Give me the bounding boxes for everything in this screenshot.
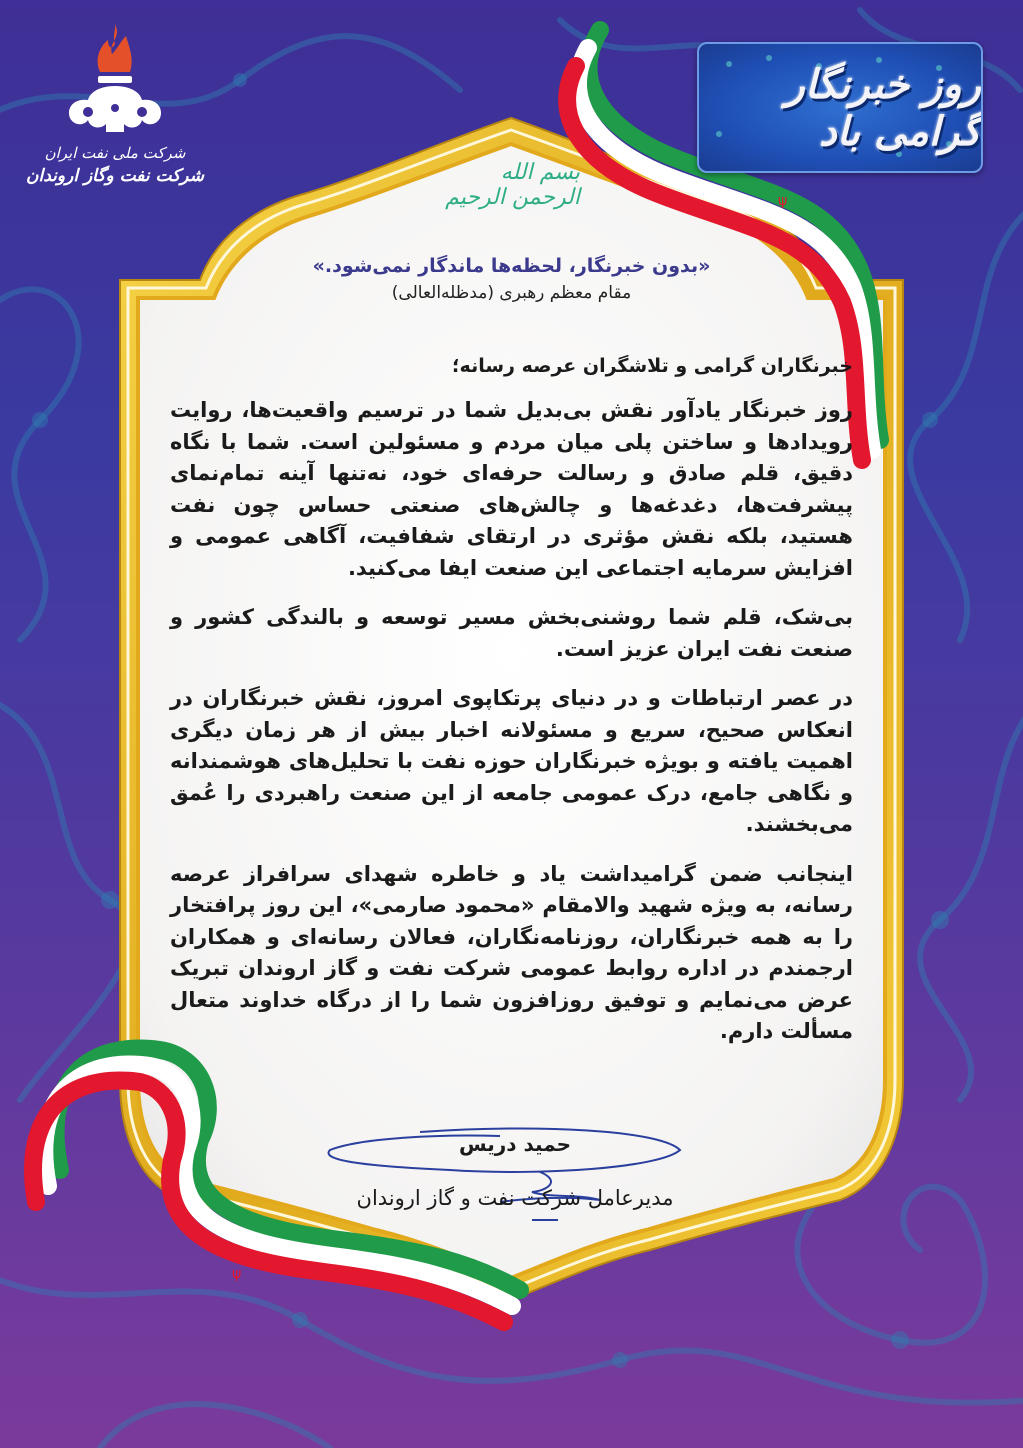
letter-paragraph-1: روز خبرنگار یادآور نقش بی‌بدیل شما در ترسیم واقعیت‌ها، روایت رویدادها و ساختن پلی میان مردم و مسئولین است. شما با نگاه دقیق، قلم صادق و رسالت حرفه‌ای خود، نه‌تنها آینه تمام‌نمای پیشرفت‌ها، دغدغه‌ها و چالش‌های صنعتی حساس چون نفت هستید، بلکه نقش مؤثری در ارتقای شفافیت، آگاهی عمومی و افزایش سرمایه اجتماعی این صنعت ایفا می‌کنید. <box>170 398 853 580</box>
badge-title: روز خبرنگار گرامی باد <box>785 60 981 155</box>
signer-title: مدیرعامل شرکت نفت و گاز اروندان <box>356 1186 674 1210</box>
letter-content <box>170 255 853 1048</box>
letter-paragraph-3: در عصر ارتباطات و در دنیای پرتکاپوی امروز، نقش خبرنگاران در انعکاس صحیح، سریع و مسئولانه اخبار بیش از هر زمان دیگری اهمیت یافته و بویژه خبرنگاران حوزه نفت با تحلیل‌های هوشمندانه و نگاهی جامع، درک عمومی جامعه از این صنعت راهبردی را عُمق می‌بخشند. <box>170 686 853 836</box>
company-logo <box>20 20 210 215</box>
signature-block <box>300 1120 730 1230</box>
logo-line-1: شرکت ملی نفت ایران <box>44 144 186 162</box>
signer-name: حمید دریس <box>458 1132 572 1156</box>
quote-source: مقام معظم رهبری (مدظله‌العالی) <box>391 283 632 303</box>
flame-icon <box>60 20 170 140</box>
letter-paragraph-2: بی‌شک، قلم شما روشنی‌بخش مسیر توسعه و بالندگی کشور و صنعت نفت ایران عزیز است. <box>170 605 853 661</box>
letter-greeting: خبرنگاران گرامی و تلاشگران عرصه رسانه؛ <box>451 355 853 377</box>
leader-quote: «بدون خبرنگار، لحظه‌ها ماندگار نمی‌شود.» <box>312 255 711 277</box>
svg-text:ψ: ψ <box>778 193 788 209</box>
letter-paragraph-4: اینجانب ضمن گرامیداشت یاد و خاطره شهدای سرافراز عرصه رسانه، به ویژه شهید والامقام «محمود صارمی»، این روز پرافتخار را به همه خبرنگاران، روزنامه‌نگاران، فعالان رسانه‌ای و همکاران ارجمندم در اداره روابط عمومی شرکت نفت و گاز اروندان تبریک عرض می‌نمایم و توفیق روزافزون شما را از درگاه خداوند متعال مسألت دارم. <box>170 861 853 1043</box>
logo-line-2: شرکت نفت وگاز اروندان <box>26 166 204 186</box>
bismillah-calligraphy: بسم الله الرحمن الرحیم <box>445 160 580 210</box>
journalist-day-badge <box>697 42 983 173</box>
svg-text:ψ: ψ <box>232 1266 242 1282</box>
